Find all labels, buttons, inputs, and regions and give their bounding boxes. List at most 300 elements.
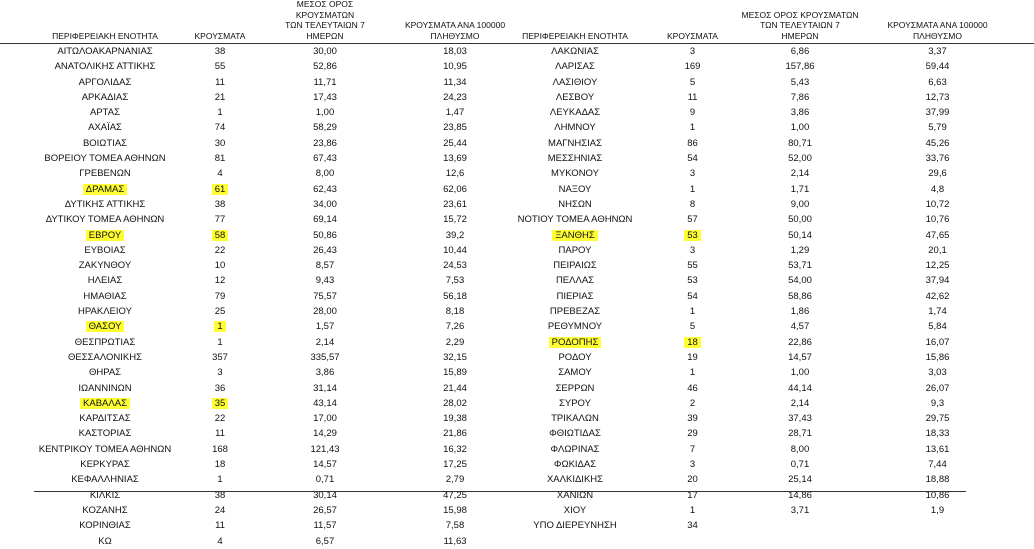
cell-per100k-text: 7,58 [445,520,465,532]
cell-avg7 [270,105,380,120]
cell-region-text: ΜΕΣΣΗΝΙΑΣ [547,153,603,165]
table-row [525,381,1034,396]
cell-per100k [870,396,1005,411]
cell-region-text: ΦΩΚΙΔΑΣ [553,459,597,471]
cell-per100k-text: 10,72 [925,198,950,210]
table-row [525,472,1034,487]
cell-avg7 [270,350,380,365]
cell-cases [650,365,735,380]
cell-region [490,258,660,273]
cell-per100k-text: 10,44 [443,244,467,256]
cell-avg7-text: 157,86 [785,61,815,73]
cell-per100k-text: 10,86 [925,489,950,501]
cell-per100k [870,59,1005,74]
cell-avg7 [740,503,860,518]
cell-cases-text: 169 [684,61,701,73]
cell-region [20,472,190,487]
table-row [525,503,1034,518]
cell-region-text: ΑΙΤΩΛΟΑΚΑΡΝΑΝΙΑΣ [57,46,153,57]
table-row [0,197,525,212]
cell-avg7 [270,381,380,396]
cell-per100k [870,457,1005,472]
header-avg7: ΜΕΣΟΣ ΟΡΟΣ ΚΡΟΥΣΜΑΤΩΝ ΤΩΝ ΤΕΛΕΥΤΑΙΩΝ 7 ΗΜΕΡΩΝ [285,0,365,41]
cell-per100k-text: 11,63 [443,535,467,547]
table-row [0,304,525,319]
cell-per100k [870,350,1005,365]
cell-avg7-text: 17,00 [313,413,337,425]
cell-region [20,442,190,457]
cell-per100k [870,518,1005,533]
cell-avg7-text: 3,86 [790,107,810,119]
cell-cases [650,381,735,396]
cell-per100k-text: 13,61 [925,443,950,455]
table-row [525,289,1034,304]
cell-per100k-text: 33,76 [925,153,950,165]
cell-cases [180,396,260,411]
table-row [0,182,525,197]
cell-cases [650,335,735,350]
cell-per100k-text: 12,73 [925,91,950,103]
cell-per100k-text: 2,29 [445,336,465,348]
table-row [0,411,525,426]
cell-avg7-text: 44,14 [788,382,812,394]
cell-cases-text: 54 [687,290,698,302]
cell-avg7-text: 50,86 [313,229,337,241]
cell-per100k-text: 8,18 [445,306,465,318]
cell-per100k [870,44,1005,59]
cell-cases-text: 1 [214,321,225,332]
table-row [0,289,525,304]
cell-cases [180,518,260,533]
table-row [0,350,525,365]
cell-avg7 [740,411,860,426]
cell-region-text: ΛΑΡΙΣΑΣ [555,61,595,73]
cell-region [20,166,190,181]
cell-region [490,503,660,518]
cell-avg7-text: 3,71 [790,504,810,516]
table-row [0,75,525,90]
cell-cases-text: 38 [214,489,226,501]
table-row [525,136,1034,151]
cell-avg7 [270,136,380,151]
cell-cases [180,197,260,212]
cell-cases-text: 24 [214,504,226,516]
cell-region [490,136,660,151]
cell-region [490,396,660,411]
cell-region [20,136,190,151]
cell-per100k-text: 18,03 [443,46,467,57]
table-row [525,258,1034,273]
cell-avg7-text: 50,14 [788,229,812,241]
table-row [0,457,525,472]
cell-per100k-text: 47,65 [925,229,950,241]
cell-per100k [870,243,1005,258]
cell-avg7 [740,426,860,441]
cell-region-text: ΚΕΡΚΥΡΑΣ [80,459,130,471]
cell-region-text: ΣΥΡΟΥ [559,397,591,409]
table-row [0,166,525,181]
cell-per100k-text: 39,2 [445,229,465,241]
cell-avg7 [270,151,380,166]
cell-cases [650,396,735,411]
cell-avg7 [740,151,860,166]
cell-per100k-text: 16,07 [925,336,950,348]
cell-cases [180,166,260,181]
cell-per100k-text: 28,02 [443,397,467,409]
cell-cases-text: 1 [689,367,696,379]
cell-cases-text: 21 [214,91,226,103]
cell-avg7-text: 0,71 [315,474,335,486]
cell-region [490,90,660,105]
cell-cases [650,304,735,319]
cell-avg7-text: 50,00 [788,214,812,226]
cell-cases [180,182,260,197]
cell-avg7-text: 14,29 [313,428,337,440]
cell-per100k-text: 3,37 [928,46,947,57]
cell-cases-text: 53 [687,275,698,287]
cell-avg7-text: 52,86 [313,61,337,73]
cell-region [20,396,190,411]
cell-per100k-text: 7,53 [445,275,465,287]
cell-cases-text: 7 [689,443,696,455]
cell-per100k-text: 26,07 [925,382,950,394]
cell-region [490,289,660,304]
cell-cases [180,381,260,396]
cell-region-text: ΝΗΣΩΝ [558,198,592,210]
cell-cases-text: 58 [212,230,229,241]
cell-region [490,335,660,350]
cell-avg7-text: 7,86 [790,91,810,103]
cell-region-text: ΔΥΤΙΚΗΣ ΑΤΤΙΚΗΣ [64,198,146,210]
cell-region [20,289,190,304]
cell-avg7 [270,228,380,243]
cell-per100k [870,426,1005,441]
table-row [0,258,525,273]
cell-cases [180,120,260,135]
cell-cases [650,228,735,243]
cell-region [20,90,190,105]
cell-region [490,381,660,396]
cell-avg7 [740,304,860,319]
cell-cases [180,488,260,503]
cell-cases-text: 36 [214,382,226,394]
cell-cases-text: 46 [687,382,698,394]
table-row [0,518,525,533]
cell-avg7 [740,59,860,74]
cell-region [20,319,190,334]
cell-region [20,197,190,212]
table-body [517,43,1034,534]
cell-per100k [870,273,1005,288]
cell-region-text: ΣΕΡΡΩΝ [555,382,595,394]
cell-region [490,182,660,197]
cell-region [490,457,660,472]
cell-region-text: ΚΟΖΑΝΗΣ [82,504,128,516]
cell-region-text: ΑΡΓΟΛΙΔΑΣ [78,76,132,88]
cell-avg7-text: 14,86 [788,489,812,501]
cell-region [20,182,190,197]
cell-region [490,166,660,181]
cell-avg7-text: 69,14 [313,214,337,226]
table-row [0,120,525,135]
cell-avg7 [270,182,380,197]
cell-cases [180,365,260,380]
cell-region [490,120,660,135]
cell-avg7 [270,503,380,518]
cell-cases [180,534,260,549]
cell-avg7-text: 37,43 [788,413,812,425]
cell-region-text: ΛΗΜΝΟΥ [554,122,596,134]
cell-avg7-text: 75,57 [313,290,337,302]
cell-per100k [870,105,1005,120]
cell-per100k-text: 11,34 [443,76,467,88]
cell-per100k [870,197,1005,212]
cell-region-text: ΠΕΛΛΑΣ [555,275,595,287]
cell-per100k [870,365,1005,380]
cell-region [490,304,660,319]
cell-cases-text: 35 [212,398,229,409]
cell-avg7 [740,518,860,533]
cell-avg7 [740,472,860,487]
cell-region-text: ΡΟΔΟΠΗΣ [549,337,602,348]
cell-region-text: ΘΗΡΑΣ [88,367,122,379]
table-row [525,59,1034,74]
cell-region-text: ΧΙΟΥ [563,504,587,516]
table-row [525,426,1034,441]
cell-avg7 [740,228,860,243]
cell-per100k-text: 18,33 [925,428,950,440]
cell-avg7-text: 25,14 [788,474,812,486]
cell-avg7-text: 1,00 [790,367,810,379]
cell-avg7-text: 1,71 [790,183,810,195]
cell-avg7 [270,411,380,426]
cell-per100k [870,75,1005,90]
cell-avg7-text: 28,00 [313,306,337,318]
cell-cases-text: 1 [689,122,696,134]
cell-cases [650,197,735,212]
cell-avg7-text: 22,86 [788,336,812,348]
cell-per100k-text: 29,6 [928,168,947,180]
cell-cases-text: 1 [217,474,223,486]
table-row [0,90,525,105]
cell-cases-text: 19 [687,351,698,363]
cell-cases [180,350,260,365]
cell-region [20,503,190,518]
cell-per100k [870,381,1005,396]
cell-avg7-text: 28,71 [788,428,812,440]
cell-region [490,365,660,380]
cell-avg7 [270,243,380,258]
cell-region-text: ΤΡΙΚΑΛΩΝ [551,413,599,425]
cell-avg7 [740,442,860,457]
cell-per100k-text: 21,44 [443,382,467,394]
cell-region-text: ΙΩΑΝΝΙΝΩΝ [78,382,132,394]
cell-cases-text: 39 [687,413,698,425]
cell-region [20,350,190,365]
table-row [525,273,1034,288]
cell-cases-text: 38 [214,46,226,57]
cell-region [20,151,190,166]
cell-cases-text: 38 [214,198,226,210]
header-region: ΠΕΡΙΦΕΡΕΙΑΚΗ ΕΝΟΤΗΤΑ [522,30,628,41]
cell-cases-text: 2 [689,397,696,409]
table-row [525,411,1034,426]
cell-cases [650,319,735,334]
cell-cases [180,59,260,74]
cell-avg7 [740,90,860,105]
cell-per100k-text: 56,18 [443,290,467,302]
cell-avg7-text: 3,86 [315,367,335,379]
cell-per100k-text: 37,99 [925,107,950,119]
cell-cases [180,426,260,441]
cell-region [490,59,660,74]
table-body [0,43,525,549]
cell-region [490,151,660,166]
cell-region-text: ΚΑΡΔΙΤΣΑΣ [79,413,131,425]
cell-region-text: ΥΠΟ ΔΙΕΡΕΥΝΗΣΗ [533,520,617,532]
cell-avg7-text: 2,14 [315,336,335,348]
cell-region [490,197,660,212]
table-row [525,151,1034,166]
cell-avg7 [270,75,380,90]
cell-avg7-text: 80,71 [788,137,812,149]
cell-cases-text: 18 [214,459,226,471]
cell-avg7 [740,365,860,380]
cell-region [490,212,660,227]
cell-per100k-text: 17,25 [443,459,467,471]
cell-region [490,472,660,487]
table-row [525,120,1034,135]
cell-per100k [870,90,1005,105]
cell-cases-text: 4 [217,168,223,180]
cell-cases-text: 53 [684,230,701,241]
cell-region-text: ΕΒΡΟΥ [86,230,124,241]
cell-per100k [870,182,1005,197]
cell-per100k [870,411,1005,426]
cell-cases-text: 8 [689,198,696,210]
cell-cases [180,335,260,350]
cell-per100k-text: 62,06 [443,183,467,195]
cell-region-text: ΑΝΑΤΟΛΙΚΗΣ ΑΤΤΙΚΗΣ [54,61,156,73]
table-row [525,335,1034,350]
cell-avg7 [270,212,380,227]
table-row [0,396,525,411]
cell-per100k-text: 24,23 [443,91,467,103]
cell-cases-text: 3 [689,168,696,180]
cell-per100k-text: 25,44 [443,137,467,149]
cell-region-text: ΘΑΣΟΥ [86,321,125,332]
cell-avg7-text: 14,57 [788,351,812,363]
cell-avg7 [270,335,380,350]
cell-cases [650,44,735,59]
cell-avg7-text: 2,14 [790,168,810,180]
cell-cases-text: 55 [214,61,226,73]
cell-cases-text: 18 [684,337,701,348]
header-cases: ΚΡΟΥΣΜΑΤΑ [194,30,246,41]
cell-cases [650,457,735,472]
table-row [525,90,1034,105]
cell-region-text: ΛΕΣΒΟΥ [555,91,595,103]
cell-region [490,273,660,288]
cell-avg7 [270,457,380,472]
cell-avg7-text: 58,29 [313,122,337,134]
cell-cases [180,75,260,90]
cell-cases [650,350,735,365]
table-row [0,426,525,441]
table-row [0,365,525,380]
cell-cases [180,273,260,288]
cell-avg7-text: 9,43 [315,275,335,287]
cell-region-text: ΠΑΡΟΥ [558,244,592,256]
cell-cases [650,289,735,304]
cell-per100k-text: 1,9 [930,504,945,516]
cell-avg7 [270,319,380,334]
cell-region-text: ΧΑΛΚΙΔΙΚΗΣ [546,474,604,486]
cell-region-text: ΔΡΑΜΑΣ [83,184,127,195]
cell-cases [650,273,735,288]
cell-region [490,442,660,457]
cell-per100k [870,212,1005,227]
table-row [525,396,1034,411]
cell-region-text: ΗΜΑΘΙΑΣ [83,290,127,302]
cell-avg7 [270,365,380,380]
table-row [525,243,1034,258]
cell-cases [180,44,260,59]
cell-avg7 [740,258,860,273]
cell-cases [650,120,735,135]
cell-cases [650,75,735,90]
cell-avg7-text: 58,86 [788,290,812,302]
table-row [525,319,1034,334]
cell-avg7-text: 8,00 [315,168,335,180]
cell-cases-text: 11 [687,91,698,103]
cell-cases [180,105,260,120]
cell-region-text: ΘΕΣΠΡΩΤΙΑΣ [74,336,136,348]
cell-cases-text: 4 [217,535,223,547]
cell-avg7 [740,197,860,212]
cell-per100k-text: 19,38 [443,413,467,425]
table-row [0,488,525,503]
cell-cases-text: 5 [689,76,696,88]
cell-per100k-text: 18,88 [925,474,950,486]
cell-avg7 [740,182,860,197]
cell-per100k [870,289,1005,304]
cell-avg7-text: 34,00 [313,198,337,210]
cell-cases [180,304,260,319]
cell-per100k-text: 37,94 [925,275,950,287]
cell-region [20,381,190,396]
table-row [525,197,1034,212]
cell-avg7-text: 17,43 [313,91,337,103]
cell-per100k [870,304,1005,319]
cell-avg7 [270,518,380,533]
cell-region-text: ΒΟΙΩΤΙΑΣ [82,137,128,149]
cell-region-text: ΡΟΔΟΥ [558,351,592,363]
cell-region-text: ΕΥΒΟΙΑΣ [84,244,126,256]
cell-cases [650,442,735,457]
cell-per100k-text: 5,84 [928,321,947,333]
cell-region-text: ΑΡΚΑΔΙΑΣ [81,91,129,103]
cell-cases-text: 29 [687,428,698,440]
cell-region-text: ΞΑΝΘΗΣ [552,230,598,241]
table-row [525,518,1034,533]
cell-region-text: ΓΡΕΒΕΝΩΝ [79,168,131,180]
table-row [525,442,1034,457]
cell-per100k [870,472,1005,487]
cell-avg7-text: 8,57 [315,260,335,272]
cell-per100k-text: 10,95 [443,61,467,73]
cell-avg7 [270,273,380,288]
